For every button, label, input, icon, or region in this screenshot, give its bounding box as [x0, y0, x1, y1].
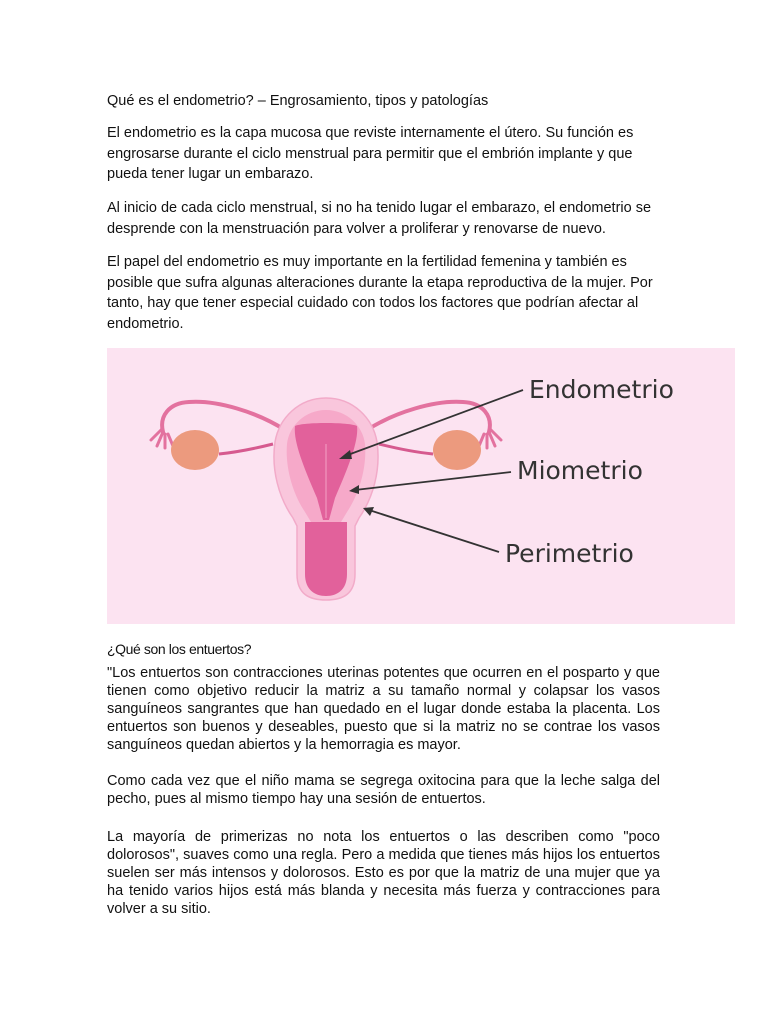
right-fallopian-tube [367, 402, 490, 432]
label-endometrio: Endometrio [529, 375, 674, 404]
paragraph-oxitocina: Como cada vez que el niño mama se segrega oxitocina para que la leche salga del pecho, pues al mismo tiempo hay una sesión de entuertos. [107, 773, 660, 807]
left-fallopian-tube [162, 402, 285, 432]
document-title: Qué es el endometrio? – Engrosamiento, tipos y patologías [107, 93, 489, 109]
paragraph-menstrual-cycle: Al inicio de cada ciclo menstrual, si no ha tenido lugar el embarazo, el endometrio se desprende con la menstruación para volver a proliferar y renovarse de nuevo. [107, 200, 652, 237]
paragraph-fertility: El papel del endometrio es muy importante en la fertilidad femenina y también es posible que sufra algunas alteraciones durante la etapa reproductiva de la mujer. Por tanto, hay que tener especial cuidado con todos los factores que podrían afectar al endometrio. [107, 254, 653, 332]
arrow-miometrio [355, 472, 511, 490]
right-ovary [433, 430, 481, 470]
left-ovary [171, 430, 219, 470]
right-fimbriae [479, 430, 501, 448]
paragraph-primerizas: La mayoría de primerizas no nota los entuertos o las describen como "poco dolorosos", suaves como una regla. Pero a medida que tienes más hijos los entuertos suelen ser más intensos y dolorosos. Esto es por que la matriz de una mujer que ya ha tenido varios hijos está más blanda y necesita más fuerza y contracciones para volver a su sitio. [107, 829, 660, 917]
right-ovarian-vessel [379, 444, 433, 454]
label-miometrio: Miometrio [517, 456, 643, 485]
section-heading: ¿Qué son los entuertos? [107, 641, 252, 657]
uterus-illustration [151, 398, 501, 600]
cervix [305, 522, 347, 596]
left-ovarian-vessel [219, 444, 273, 454]
left-fimbriae [151, 430, 173, 448]
paragraph-entuertos-definition: "Los entuertos son contracciones uterinas potentes que ocurren en el posparto y que tienen como objetivo reducir la matriz a su tamaño normal y colapsar los vasos sanguíneos sangrantes que han quedado en el lugar donde estaba la placenta. Los entuertos son buenos y deseables, puesto que si la matriz no se contrae los vasos sanguíneos quedan abiertos y la hemorragia es mayor. [107, 665, 660, 753]
label-perimetrio: Perimetrio [505, 539, 634, 568]
uterus-diagram [107, 348, 735, 624]
arrow-perimetrio [369, 510, 499, 552]
paragraph-endometrio-definition: El endometrio es la capa mucosa que reviste internamente el útero. Su función es engrosarse durante el ciclo menstrual para permitir que el embrión implante y que pueda tener lugar un embarazo. [107, 125, 634, 182]
